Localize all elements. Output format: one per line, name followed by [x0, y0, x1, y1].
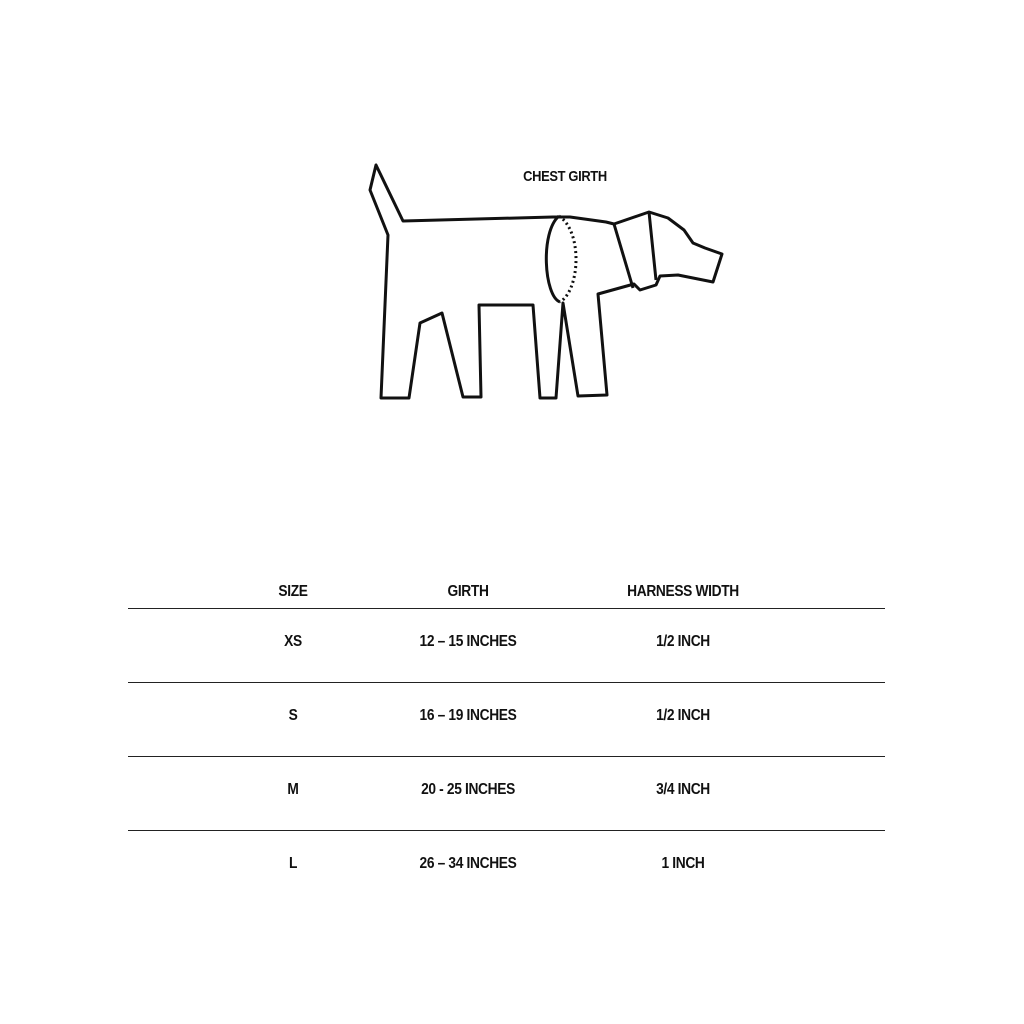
size-cell: S	[288, 707, 298, 724]
width-cell: 1/2 INCH	[656, 707, 710, 724]
width-cell: 3/4 INCH	[656, 781, 710, 798]
size-table	[128, 578, 885, 904]
table-row	[128, 831, 885, 904]
header-size: SIZE	[278, 583, 308, 600]
girth-cell: 12 – 15 INCHES	[419, 633, 517, 650]
girth-cell: 16 – 19 INCHES	[419, 707, 517, 724]
size-cell: M	[287, 781, 299, 798]
chest-girth-diagram	[0, 0, 1024, 480]
table-header	[128, 578, 885, 609]
table-row	[128, 683, 885, 757]
girth-cell: 26 – 34 INCHES	[419, 855, 517, 872]
header-harness-width: HARNESS WIDTH	[627, 583, 739, 600]
size-cell: XS	[284, 633, 302, 650]
width-cell: 1/2 INCH	[656, 633, 710, 650]
table-row	[128, 609, 885, 683]
chest-girth-dotted-arc	[559, 216, 576, 302]
header-girth: GIRTH	[447, 583, 489, 600]
table-row	[128, 757, 885, 831]
dog-body-outline	[370, 165, 722, 398]
chest-girth-front-arc	[546, 216, 560, 302]
girth-cell: 20 - 25 INCHES	[421, 781, 515, 798]
width-cell: 1 INCH	[661, 855, 705, 872]
size-cell: L	[288, 855, 298, 872]
dog-outline-icon	[0, 0, 1024, 480]
chest-girth-label: CHEST GIRTH	[523, 168, 607, 185]
